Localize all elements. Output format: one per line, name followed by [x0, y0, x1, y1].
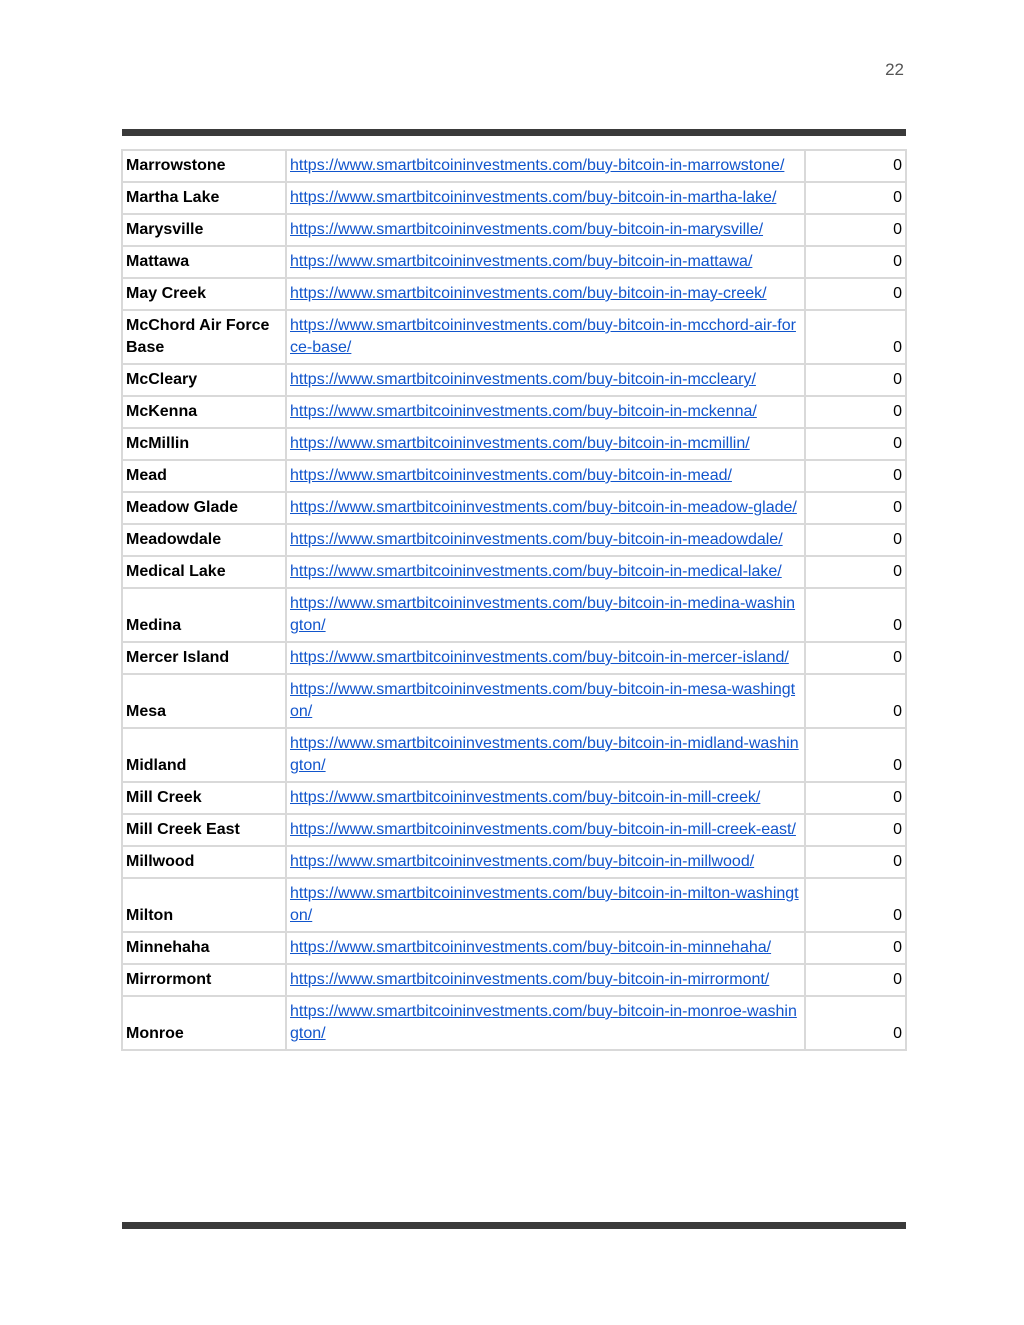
location-link[interactable]: https://www.smartbitcoininvestments.com/buy-bitcoin-in-medical-lake/: [290, 563, 782, 580]
location-name: Mirrormont: [122, 964, 286, 996]
location-name: Mill Creek: [122, 782, 286, 814]
table-body: [122, 150, 906, 1050]
table-row: [122, 460, 906, 492]
location-count: 0: [805, 782, 906, 814]
location-url-cell: [286, 932, 805, 964]
table-row: [122, 396, 906, 428]
location-name: Mesa: [122, 674, 286, 728]
location-count: 0: [805, 364, 906, 396]
location-count: 0: [805, 214, 906, 246]
location-link[interactable]: https://www.smartbitcoininvestments.com/buy-bitcoin-in-mesa-washington/: [290, 681, 796, 720]
location-url-cell: [286, 150, 805, 182]
table-row: [122, 278, 906, 310]
table-row: [122, 428, 906, 460]
location-count: 0: [805, 588, 906, 642]
location-url-cell: [286, 782, 805, 814]
table-row: [122, 588, 906, 642]
location-link[interactable]: https://www.smartbitcoininvestments.com/buy-bitcoin-in-mill-creek-east/: [290, 821, 796, 838]
location-url-cell: [286, 428, 805, 460]
location-count: 0: [805, 728, 906, 782]
location-count: 0: [805, 878, 906, 932]
location-url-cell: [286, 996, 805, 1050]
location-count: 0: [805, 428, 906, 460]
location-link[interactable]: https://www.smartbitcoininvestments.com/buy-bitcoin-in-monroe-washington/: [290, 1003, 797, 1042]
table-row: [122, 182, 906, 214]
location-link[interactable]: https://www.smartbitcoininvestments.com/buy-bitcoin-in-martha-lake/: [290, 189, 777, 206]
location-link[interactable]: https://www.smartbitcoininvestments.com/buy-bitcoin-in-mill-creek/: [290, 789, 761, 806]
location-link[interactable]: https://www.smartbitcoininvestments.com/buy-bitcoin-in-mccleary/: [290, 371, 756, 388]
location-url-cell: [286, 310, 805, 364]
location-url-cell: [286, 460, 805, 492]
location-url-cell: [286, 214, 805, 246]
table-row: [122, 150, 906, 182]
location-count: 0: [805, 524, 906, 556]
page-number: 22: [885, 60, 904, 79]
table-row: [122, 964, 906, 996]
location-name: McChord Air Force Base: [122, 310, 286, 364]
location-link[interactable]: https://www.smartbitcoininvestments.com/buy-bitcoin-in-mattawa/: [290, 253, 753, 270]
location-url-cell: [286, 396, 805, 428]
table-row: [122, 556, 906, 588]
location-count: 0: [805, 932, 906, 964]
location-url-cell: [286, 728, 805, 782]
location-url-cell: [286, 246, 805, 278]
location-count: 0: [805, 846, 906, 878]
location-count: 0: [805, 814, 906, 846]
location-name: Minnehaha: [122, 932, 286, 964]
location-link[interactable]: https://www.smartbitcoininvestments.com/buy-bitcoin-in-midland-washington/: [290, 735, 799, 774]
location-name: Medical Lake: [122, 556, 286, 588]
location-count: 0: [805, 150, 906, 182]
table-row: [122, 846, 906, 878]
location-link[interactable]: https://www.smartbitcoininvestments.com/buy-bitcoin-in-millwood/: [290, 853, 755, 870]
location-url-cell: [286, 878, 805, 932]
location-name: Milton: [122, 878, 286, 932]
table-row: [122, 642, 906, 674]
location-link[interactable]: https://www.smartbitcoininvestments.com/buy-bitcoin-in-may-creek/: [290, 285, 767, 302]
location-count: 0: [805, 556, 906, 588]
table-row: [122, 310, 906, 364]
table-row: [122, 492, 906, 524]
table-row: [122, 524, 906, 556]
location-count: 0: [805, 460, 906, 492]
location-name: Mill Creek East: [122, 814, 286, 846]
location-name: Meadowdale: [122, 524, 286, 556]
location-name: Mead: [122, 460, 286, 492]
location-links-table: [121, 149, 907, 1051]
location-count: 0: [805, 642, 906, 674]
location-count: 0: [805, 996, 906, 1050]
table-row: [122, 814, 906, 846]
location-url-cell: [286, 364, 805, 396]
location-url-cell: [286, 588, 805, 642]
location-url-cell: [286, 556, 805, 588]
location-link[interactable]: https://www.smartbitcoininvestments.com/buy-bitcoin-in-mirrormont/: [290, 971, 770, 988]
location-url-cell: [286, 846, 805, 878]
location-name: Millwood: [122, 846, 286, 878]
footer-divider: [122, 1222, 906, 1229]
table-row: [122, 246, 906, 278]
location-name: Marrowstone: [122, 150, 286, 182]
location-url-cell: [286, 674, 805, 728]
location-link[interactable]: https://www.smartbitcoininvestments.com/buy-bitcoin-in-mckenna/: [290, 403, 757, 420]
table-row: [122, 214, 906, 246]
table-row: [122, 728, 906, 782]
location-link[interactable]: https://www.smartbitcoininvestments.com/buy-bitcoin-in-marysville/: [290, 221, 764, 238]
location-link[interactable]: https://www.smartbitcoininvestments.com/buy-bitcoin-in-meadowdale/: [290, 531, 783, 548]
location-url-cell: [286, 964, 805, 996]
location-link[interactable]: https://www.smartbitcoininvestments.com/buy-bitcoin-in-mead/: [290, 467, 732, 484]
table-row: [122, 364, 906, 396]
location-name: Martha Lake: [122, 182, 286, 214]
location-count: 0: [805, 310, 906, 364]
location-link[interactable]: https://www.smartbitcoininvestments.com/buy-bitcoin-in-minnehaha/: [290, 939, 772, 956]
location-name: Monroe: [122, 996, 286, 1050]
location-link[interactable]: https://www.smartbitcoininvestments.com/buy-bitcoin-in-meadow-glade/: [290, 499, 797, 516]
table-row: [122, 782, 906, 814]
table-row: [122, 878, 906, 932]
location-link[interactable]: https://www.smartbitcoininvestments.com/buy-bitcoin-in-mcmillin/: [290, 435, 750, 452]
location-name: Midland: [122, 728, 286, 782]
location-name: McKenna: [122, 396, 286, 428]
location-url-cell: [286, 492, 805, 524]
location-url-cell: [286, 278, 805, 310]
location-count: 0: [805, 396, 906, 428]
location-link[interactable]: https://www.smartbitcoininvestments.com/buy-bitcoin-in-marrowstone/: [290, 157, 785, 174]
location-name: Marysville: [122, 214, 286, 246]
header-divider: [122, 129, 906, 136]
location-count: 0: [805, 674, 906, 728]
location-name: Meadow Glade: [122, 492, 286, 524]
location-count: 0: [805, 182, 906, 214]
location-name: Mercer Island: [122, 642, 286, 674]
location-url-cell: [286, 182, 805, 214]
location-count: 0: [805, 246, 906, 278]
location-count: 0: [805, 964, 906, 996]
location-name: McMillin: [122, 428, 286, 460]
table-row: [122, 674, 906, 728]
location-url-cell: [286, 642, 805, 674]
location-link[interactable]: https://www.smartbitcoininvestments.com/buy-bitcoin-in-mcchord-air-force-base/: [290, 317, 796, 356]
location-name: McCleary: [122, 364, 286, 396]
location-url-cell: [286, 814, 805, 846]
table-row: [122, 996, 906, 1050]
location-count: 0: [805, 278, 906, 310]
location-name: Mattawa: [122, 246, 286, 278]
location-link[interactable]: https://www.smartbitcoininvestments.com/buy-bitcoin-in-medina-washington/: [290, 595, 796, 634]
location-name: Medina: [122, 588, 286, 642]
location-url-cell: [286, 524, 805, 556]
location-name: May Creek: [122, 278, 286, 310]
table-row: [122, 932, 906, 964]
location-link[interactable]: https://www.smartbitcoininvestments.com/buy-bitcoin-in-mercer-island/: [290, 649, 789, 666]
location-link[interactable]: https://www.smartbitcoininvestments.com/buy-bitcoin-in-milton-washington/: [290, 885, 799, 924]
location-count: 0: [805, 492, 906, 524]
